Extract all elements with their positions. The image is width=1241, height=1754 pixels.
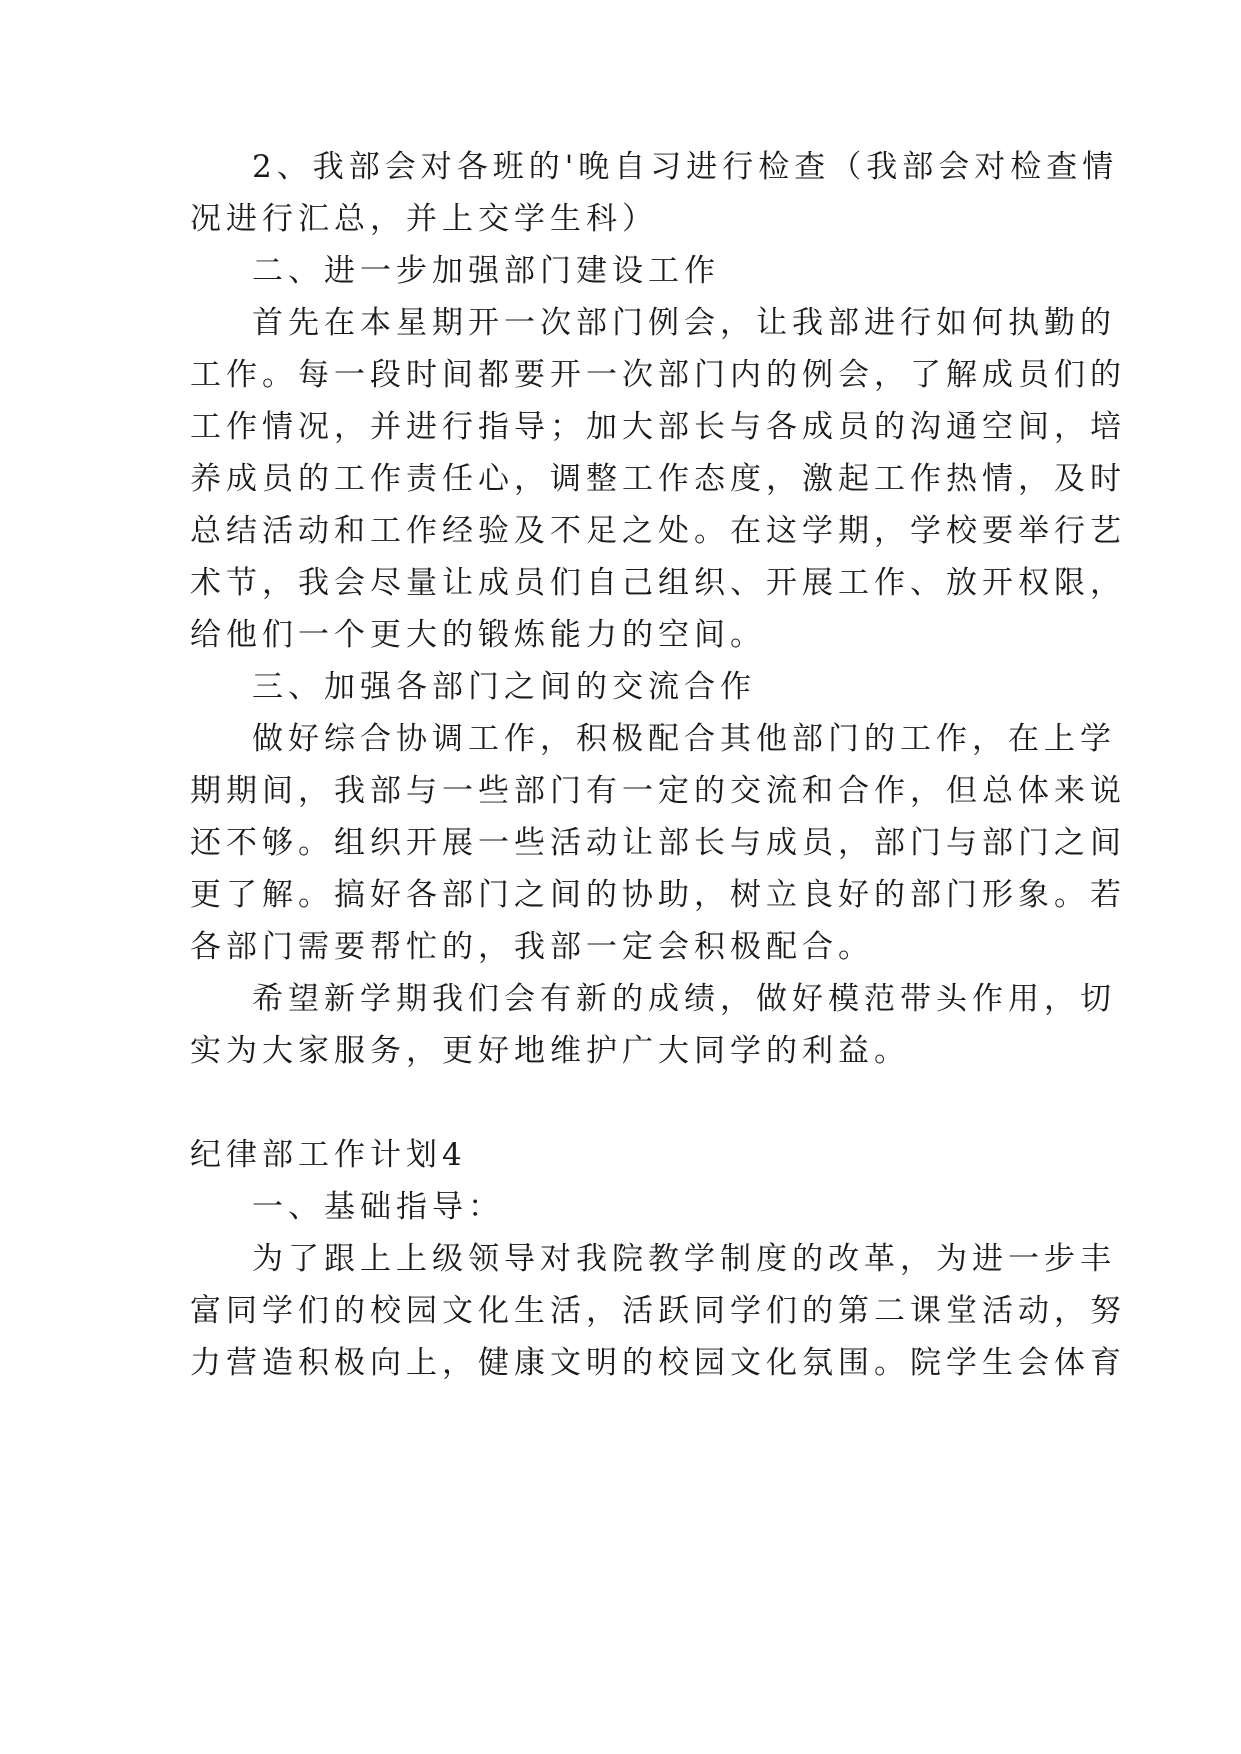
paragraph-line: 总结活动和工作经验及不足之处。在这学期，学校要举行艺 [190, 513, 1126, 549]
paragraph-line: 还不够。组织开展一些活动让部长与成员，部门与部门之间 [190, 825, 1126, 861]
document-title: 纪律部工作计划4 [190, 1137, 467, 1173]
paragraph-line: 希望新学期我们会有新的成绩，做好模范带头作用，切 [252, 981, 1116, 1017]
paragraph-line: 工作。每一段时间都要开一次部门内的例会，了解成员们的 [190, 357, 1126, 393]
section-heading: 三、加强各部门之间的交流合作 [252, 669, 756, 705]
paragraph-line: 力营造积极向上，健康文明的校园文化氛围。院学生会体育 [190, 1345, 1126, 1381]
paragraph-line: 术节，我会尽量让成员们自己组织、开展工作、放开权限， [190, 565, 1126, 601]
paragraph-line: 况进行汇总，并上交学生科） [190, 201, 658, 237]
paragraph-line: 实为大家服务，更好地维护广大同学的利益。 [190, 1033, 910, 1069]
paragraph-line: 工作情况，并进行指导；加大部长与各成员的沟通空间，培 [190, 409, 1126, 445]
paragraph-line: 期期间，我部与一些部门有一定的交流和合作，但总体来说 [190, 773, 1126, 809]
paragraph-line: 给他们一个更大的锻炼能力的空间。 [190, 617, 766, 653]
paragraph-line: 做好综合协调工作，积极配合其他部门的工作，在上学 [252, 721, 1116, 757]
section-heading: 二、进一步加强部门建设工作 [252, 253, 720, 289]
paragraph-line: 富同学们的校园文化生活，活跃同学们的第二课堂活动，努 [190, 1293, 1126, 1329]
paragraph-line: 首先在本星期开一次部门例会，让我部进行如何执勤的 [252, 305, 1116, 341]
section-heading: 一、基础指导： [252, 1189, 504, 1225]
paragraph-line: 为了跟上上级领导对我院教学制度的改革，为进一步丰 [252, 1241, 1116, 1277]
paragraph-line: 更了解。搞好各部门之间的协助，树立良好的部门形象。若 [190, 877, 1126, 913]
paragraph-line: 2、我部会对各班的'晚自习进行检查（我部会对检查情 [252, 149, 1119, 185]
paragraph-line: 养成员的工作责任心，调整工作态度，激起工作热情，及时 [190, 461, 1126, 497]
paragraph-line: 各部门需要帮忙的，我部一定会积极配合。 [190, 929, 874, 965]
